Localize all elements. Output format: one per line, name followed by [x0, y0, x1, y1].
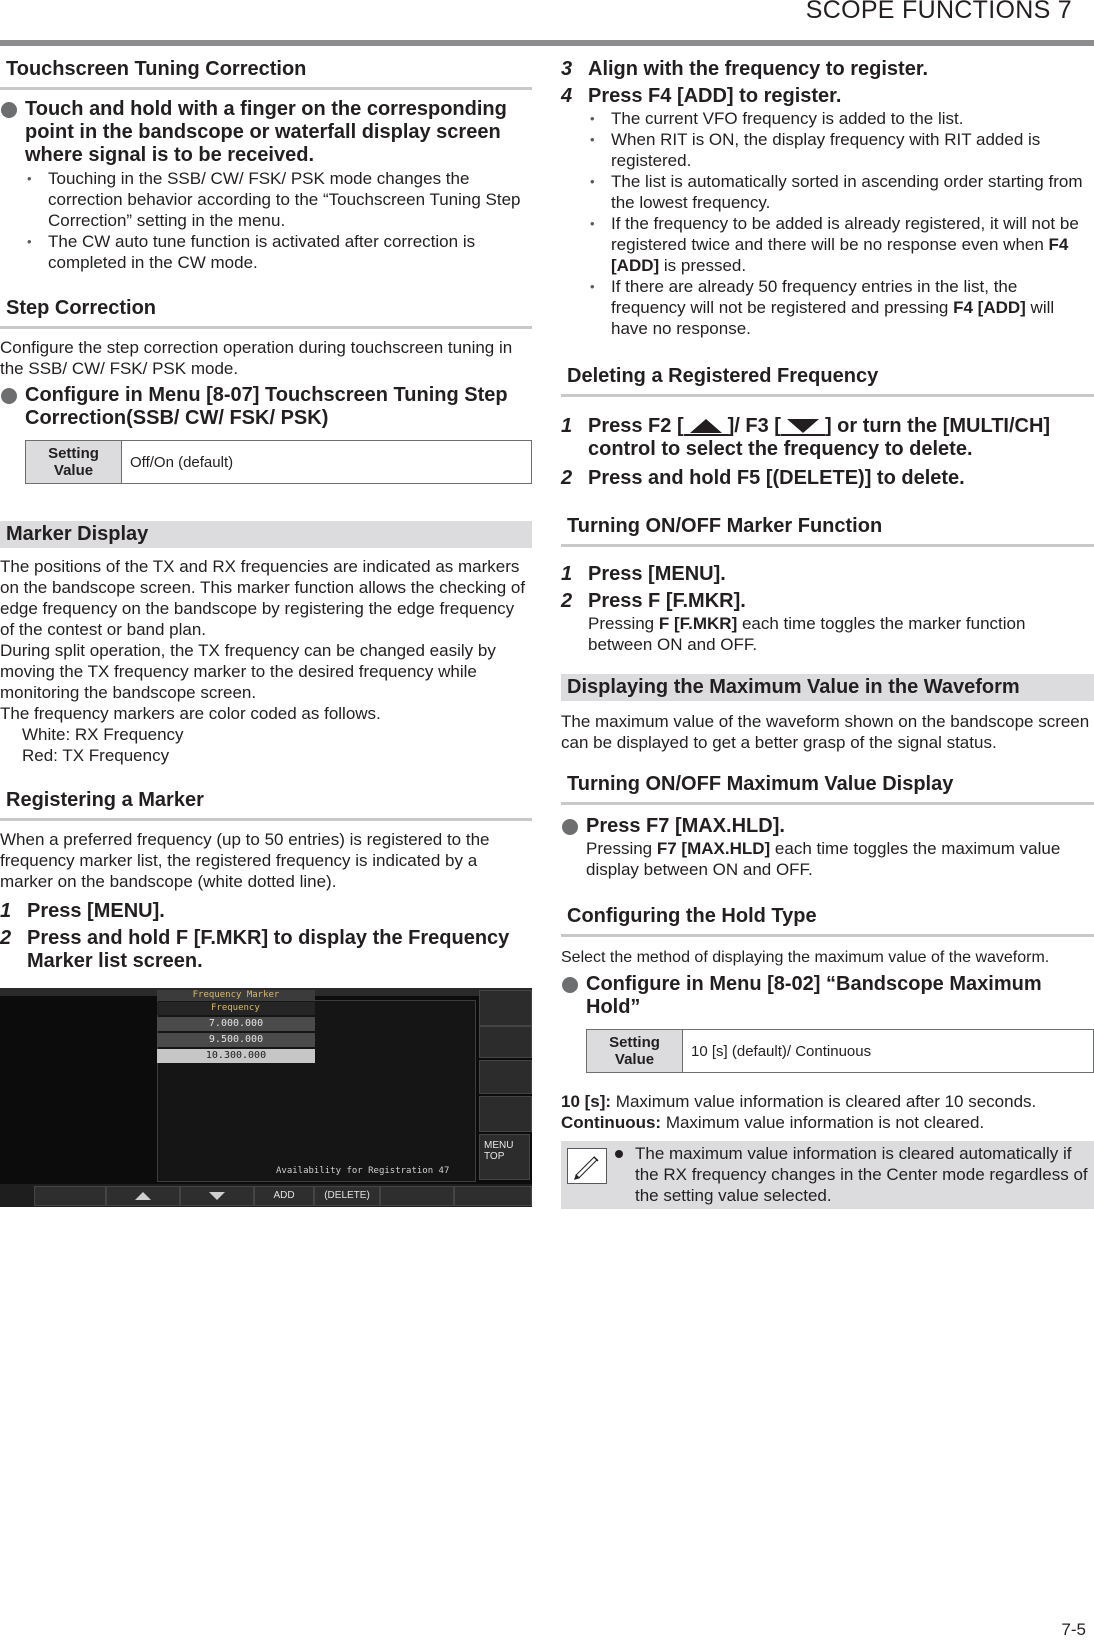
function-key[interactable] — [454, 1186, 532, 1206]
marker-onoff-step-1: 1 Press [MENU]. — [561, 563, 726, 585]
menu-top-key[interactable]: MENU TOP — [479, 1134, 530, 1180]
heading-deleting-registered-frequency: Deleting a Registered Frequency — [561, 359, 1094, 397]
marker-display-body-2: During split operation, the TX frequency can be changed easily by moving the TX frequency marker to the desired frequency while monitoring the bandscope screen. — [0, 641, 496, 702]
register-step-3: 3 Align with the frequency to register. — [561, 58, 929, 80]
register-step-4: 4 Press F4 [ADD] to register. — [561, 85, 842, 107]
marker-onoff-step-2: 2 Press F [F.MKR]. — [561, 590, 746, 612]
side-key[interactable] — [479, 1026, 532, 1058]
delete-key[interactable]: (DELETE) — [314, 1186, 380, 1206]
setting-value-label: Setting Value — [26, 441, 122, 484]
list-item: • The list is automatically sorted in ascending order starting from the lowest frequency. — [611, 171, 1094, 213]
touchscreen-notes — [0, 168, 532, 273]
setting-value: 10 [s] (default)/ Continuous — [683, 1030, 1094, 1073]
menu-8-02-instruction: Configure in Menu [8-02] “Bandscope Maximum Hold” — [561, 973, 1094, 1019]
bullet-circle-icon — [1, 102, 17, 118]
frequency-marker-screenshot — [0, 988, 532, 1207]
register-notes — [561, 108, 1094, 339]
triangle-up-icon — [135, 1192, 151, 1200]
frequency-row[interactable]: 9.500.000 — [157, 1033, 315, 1047]
triangle-up-icon — [690, 419, 722, 433]
max-hold-description: Pressing F7 [MAX.HLD] each time toggles the maximum value display between ON and OFF. — [586, 839, 1061, 879]
left-column — [0, 56, 532, 1207]
heading-step-correction: Step Correction — [0, 291, 532, 329]
press-f7-instruction: Press F7 [MAX.HLD]. — [561, 815, 1094, 838]
note-text: The maximum value information is cleared automatically if the RX frequency changes in the Center mode regardless of the setting value selected. — [611, 1143, 1092, 1206]
triangle-down-icon — [209, 1192, 225, 1200]
hold-continuous-description: Continuous: Maximum value information is not cleared. — [561, 1113, 985, 1132]
setting-value: Off/On (default) — [122, 441, 532, 484]
marker-display-body-3: The frequency markers are color coded as follows. — [0, 704, 381, 723]
side-key[interactable] — [479, 1096, 532, 1132]
bullet-circle-icon — [1, 388, 17, 404]
marker-color-red: Red: TX Frequency — [22, 746, 170, 765]
bullet-circle-icon — [562, 819, 578, 835]
hold-10s-description: 10 [s]: Maximum value information is cleared after 10 seconds. — [561, 1092, 1037, 1111]
pencil-note-icon — [567, 1148, 607, 1184]
triangle-down-icon — [787, 419, 819, 433]
side-key[interactable] — [479, 990, 532, 1026]
menu-8-07-instruction: Configure in Menu [8-07] Touchscreen Tuning Step Correction(SSB/ CW/ FSK/ PSK) — [0, 384, 532, 430]
down-arrow-key[interactable] — [180, 1186, 254, 1206]
bullet-circle-icon — [562, 977, 578, 993]
heading-marker-function-onoff: Turning ON/OFF Marker Function — [561, 509, 1094, 547]
heading-registering-a-marker: Registering a Marker — [0, 783, 532, 821]
screen-title: Frequency Marker — [157, 990, 315, 1000]
column-header-frequency: Frequency — [157, 1002, 315, 1015]
function-key[interactable] — [34, 1186, 106, 1206]
setting-value-label: Setting Value — [587, 1030, 683, 1073]
f2-up-key-symbol — [684, 418, 728, 436]
up-arrow-key[interactable] — [106, 1186, 180, 1206]
delete-step-1: 1 Press F2 [ ]/ F3 [ ] or turn the [MULTI/CH] control to select the frequency to delete. — [561, 415, 1051, 460]
list-item: • If there are already 50 frequency entries in the list, the frequency will not be registered and pressing F4 [ADD] will have no response. — [611, 276, 1094, 339]
register-step-1: 1 Press [MENU]. — [0, 900, 165, 922]
heading-max-value-waveform: Displaying the Maximum Value in the Waveform — [561, 674, 1094, 701]
list-item: • If the frequency to be added is already registered, it will not be registered twice and there will be no response even when F4 [ADD] is pressed. — [611, 213, 1094, 276]
running-header: SCOPE FUNCTIONS 7 — [805, 0, 1072, 24]
right-column — [561, 56, 1094, 1209]
instruction-touch-and-hold: Touch and hold with a finger on the corresponding point in the bandscope or waterfall display screen where signal is to be received. — [0, 98, 532, 167]
hold-type-body: Select the method of displaying the maximum value of the waveform. — [561, 949, 1050, 966]
side-key[interactable] — [479, 1060, 532, 1094]
max-value-body: The maximum value of the waveform shown on the bandscope screen can be displayed to get a better grasp of the signal status. — [561, 712, 1090, 752]
heading-touchscreen-tuning-correction: Touchscreen Tuning Correction — [0, 56, 532, 90]
note-box — [561, 1141, 1094, 1209]
heading-max-value-display-onoff: Turning ON/OFF Maximum Value Display — [561, 767, 1094, 805]
step-correction-body: Configure the step correction operation during touchscreen tuning in the SSB/ CW/ FSK/ PSK mode. — [0, 338, 513, 378]
add-key[interactable]: ADD — [254, 1186, 314, 1206]
marker-onoff-description: Pressing F [F.MKR] each time toggles the marker function between ON and OFF. — [588, 614, 1026, 654]
setting-table-8-02 — [586, 1029, 1094, 1073]
list-item: • The CW auto tune function is activated after correction is completed in the CW mode. — [48, 231, 532, 273]
bullet-dot-icon — [615, 1150, 623, 1158]
list-item: • Touching in the SSB/ CW/ FSK/ PSK mode changes the correction behavior according to the “Touchscreen Tuning Step Correction” setting in the menu. — [48, 168, 532, 231]
marker-display-body-1: The positions of the TX and RX frequencies are indicated as markers on the bandscope screen. This marker function allows the checking of edge frequency on the bandscope by registering the edge frequency of the contest or band plan. — [0, 557, 526, 639]
marker-color-white: White: RX Frequency — [22, 725, 184, 744]
frequency-row[interactable]: 7.000.000 — [157, 1017, 315, 1031]
f3-down-key-symbol — [781, 418, 825, 436]
page-number: 7-5 — [1061, 1620, 1086, 1639]
delete-step-2: 2 Press and hold F5 [(DELETE)] to delete. — [561, 467, 965, 489]
register-step-2: 2 Press and hold F [F.MKR] to display the Frequency Marker list screen. — [0, 927, 510, 972]
function-key[interactable] — [380, 1186, 454, 1206]
list-item: • When RIT is ON, the display frequency with RIT added is registered. — [611, 129, 1094, 171]
setting-table-8-07 — [25, 440, 532, 484]
registering-body: When a preferred frequency (up to 50 entries) is registered to the frequency marker list, the registered frequency is indicated by a marker on the bandscope (white dotted line). — [0, 830, 490, 891]
frequency-row-selected[interactable]: 10.300.000 — [157, 1049, 315, 1063]
heading-marker-display: Marker Display — [0, 521, 532, 548]
heading-configuring-hold-type: Configuring the Hold Type — [561, 899, 1094, 937]
header-rule — [0, 40, 1094, 46]
availability-text: Availability for Registration 47 — [276, 1166, 450, 1176]
list-item: • The current VFO frequency is added to the list. — [611, 108, 1094, 129]
